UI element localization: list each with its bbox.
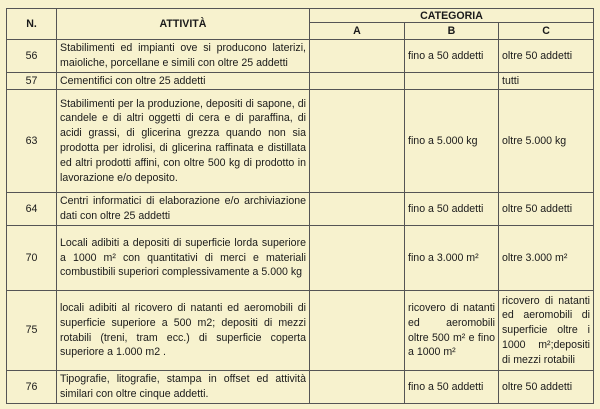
row-num: 63 — [7, 90, 57, 193]
header-col-b: B — [405, 23, 499, 40]
row-cat-b: fino a 50 addetti — [405, 40, 499, 73]
row-cat-a — [310, 90, 405, 193]
row-num: 76 — [7, 371, 57, 404]
table-row — [7, 193, 594, 226]
table-row — [7, 291, 594, 371]
row-num: 56 — [7, 40, 57, 73]
row-cat-b: fino a 50 addetti — [405, 371, 499, 404]
row-cat-b: fino a 50 addetti — [405, 193, 499, 226]
row-num: 57 — [7, 73, 57, 90]
row-cat-b: ricovero di natanti ed aeromobili oltre 500 m² e fino a 1000 m² — [405, 291, 499, 371]
table-row — [7, 90, 594, 193]
row-cat-c: oltre 3.000 m² — [499, 226, 594, 291]
row-cat-a — [310, 40, 405, 73]
row-num: 64 — [7, 193, 57, 226]
table-row — [7, 226, 594, 291]
table-row — [7, 73, 594, 90]
row-cat-c: oltre 5.000 kg — [499, 90, 594, 193]
table-row — [7, 371, 594, 404]
row-cat-a — [310, 193, 405, 226]
row-activity: Stabilimenti per la produzione, depositi di sapone, di candele e di altri oggetti di cera e di paraffina, di acidi grassi, di glicerina grezza quando non sia prodotta per idrolisi, di glicerina raffinata e distillata ed altri prodotti affini, con oltre 500 kg di prodotto in lavorazione e/o deposito. — [57, 90, 310, 193]
row-activity: locali adibiti al ricovero di natanti ed aeromobili di superficie superiore a 500 m2; depositi di mezzi rotabili (treni, tram ecc.) di superficie coperta superiore a 1.000 m2 . — [57, 291, 310, 371]
row-cat-c: tutti — [499, 73, 594, 90]
row-cat-b: fino a 3.000 m² — [405, 226, 499, 291]
row-cat-c: ricovero di natanti ed aeromobili di superficie oltre i 1000 m²;depositi di mezzi rotabili — [499, 291, 594, 371]
header-activity: ATTIVITÀ — [57, 9, 310, 40]
header-col-a: A — [310, 23, 405, 40]
row-cat-c: oltre 50 addetti — [499, 40, 594, 73]
row-cat-b: fino a 5.000 kg — [405, 90, 499, 193]
table-row — [7, 40, 594, 73]
header-category: CATEGORIA — [310, 9, 594, 23]
row-cat-a — [310, 73, 405, 90]
row-activity: Stabilimenti ed impianti ove si producono laterizi, maioliche, porcellane e simili con oltre 25 addetti — [57, 40, 310, 73]
row-cat-a — [310, 371, 405, 404]
row-cat-a — [310, 226, 405, 291]
header-num: N. — [7, 9, 57, 40]
row-num: 70 — [7, 226, 57, 291]
row-activity: Tipografie, litografie, stampa in offset ed attività similari con oltre cinque addetti. — [57, 371, 310, 404]
row-cat-c: oltre 50 addetti — [499, 193, 594, 226]
row-activity: Locali adibiti a depositi di superficie lorda superiore a 1000 m² con quantitativi di merci e materiali combustibili superiori complessivamente a 5.000 kg — [57, 226, 310, 291]
row-cat-b — [405, 73, 499, 90]
row-activity: Centri informatici di elaborazione e/o archiviazione dati con oltre 25 addetti — [57, 193, 310, 226]
row-num: 75 — [7, 291, 57, 371]
header-col-c: C — [499, 23, 594, 40]
row-cat-a — [310, 291, 405, 371]
fire-prevention-activities-table — [6, 8, 594, 404]
row-activity: Cementifici con oltre 25 addetti — [57, 73, 310, 90]
row-cat-c: oltre 50 addetti — [499, 371, 594, 404]
